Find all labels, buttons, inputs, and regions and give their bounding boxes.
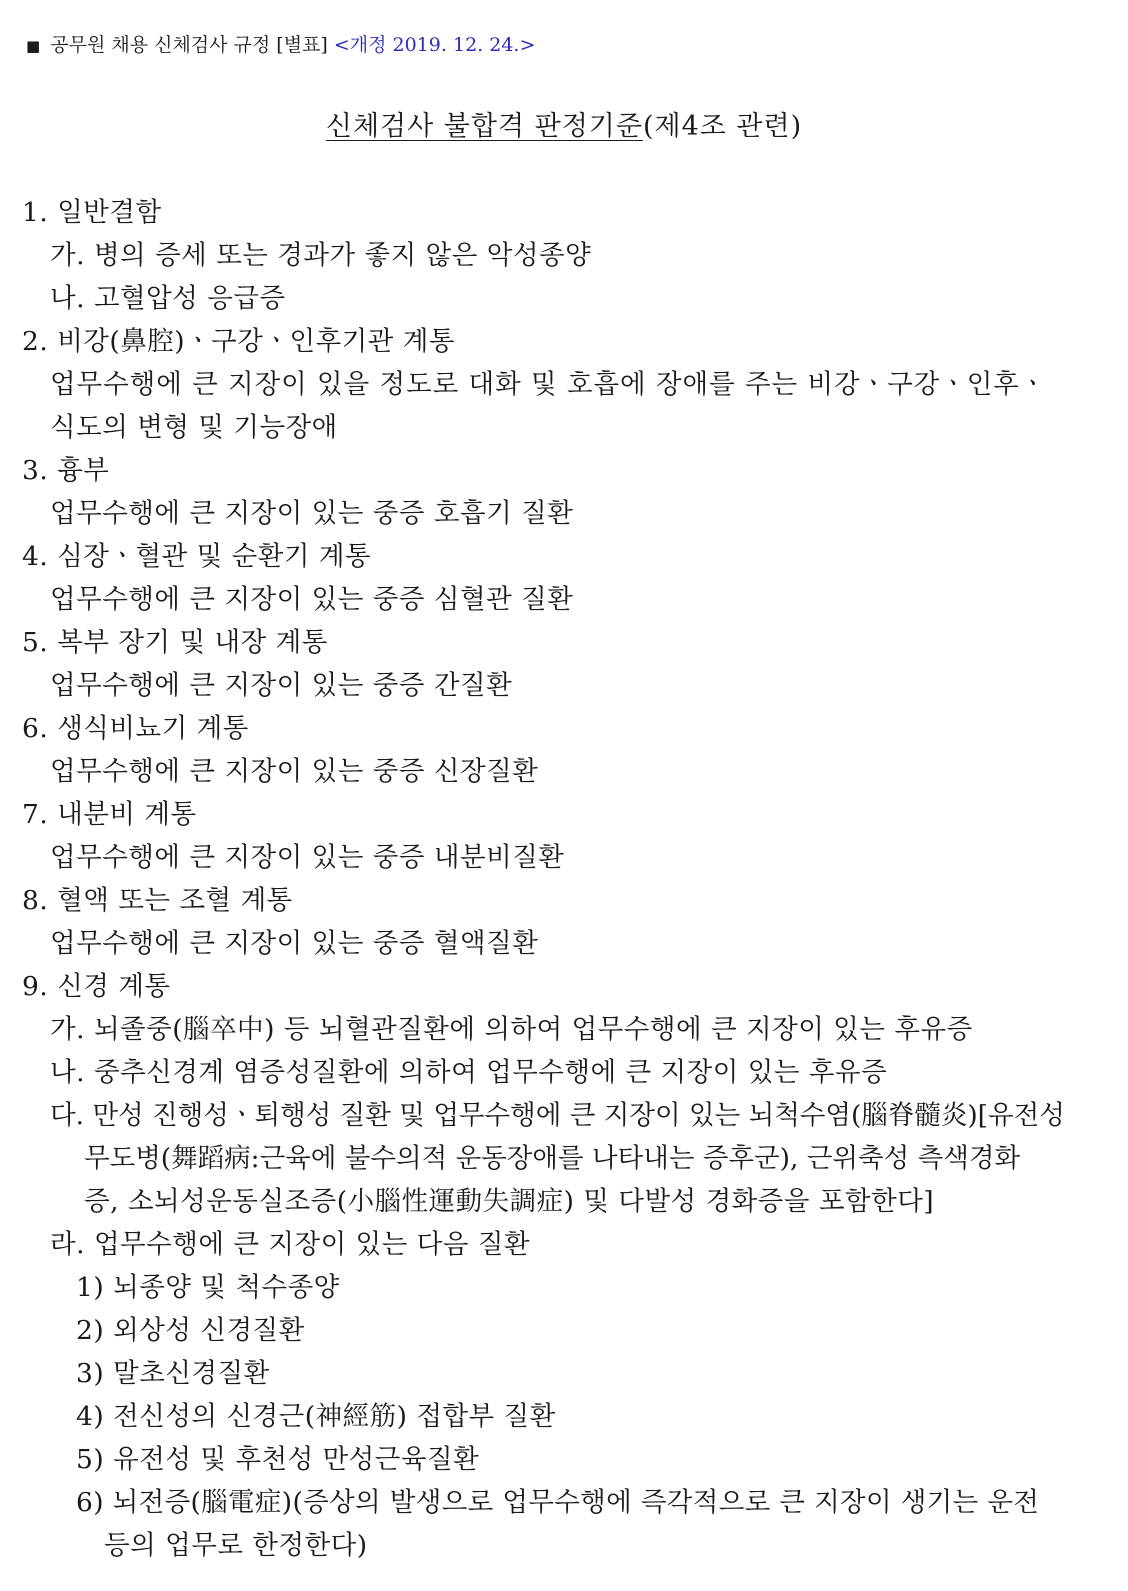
sub-list-item: 1) 뇌종양 및 척수종양 bbox=[76, 1272, 340, 1303]
sub-list-item: 6) 뇌전증(腦電症)(증상의 발생으로 업무수행에 즉각적으로 큰 지장이 생기는 운전 bbox=[76, 1487, 1040, 1518]
list-item-continued: 증, 소뇌성운동실조증(小腦性運動失調症) 및 다발성 경화증을 포함한다] bbox=[84, 1186, 935, 1217]
list-item: 나. 중추신경계 염증성질환에 의하여 업무수행에 큰 지장이 있는 후유증 bbox=[50, 1057, 888, 1088]
section-heading: 9. 신경 계통 bbox=[22, 971, 171, 1002]
list-item: 나. 고혈압성 응급증 bbox=[50, 283, 286, 314]
section-body: 업무수행에 큰 지장이 있는 중증 심혈관 질환 bbox=[50, 584, 574, 615]
section-body: 업무수행에 큰 지장이 있을 정도로 대화 및 호흡에 장애를 주는 비강ㆍ구강ㆍ인후ㆍ bbox=[50, 369, 1047, 400]
section-heading: 8. 혈액 또는 조혈 계통 bbox=[22, 885, 293, 916]
title-main: 신체검사 불합격 판정기준 bbox=[325, 111, 643, 142]
section-heading: 1. 일반결함 bbox=[22, 197, 162, 228]
section-heading: 5. 복부 장기 및 내장 계통 bbox=[22, 627, 328, 658]
sub-list-item: 5) 유전성 및 후천성 만성근육질환 bbox=[76, 1444, 480, 1475]
section-body: 업무수행에 큰 지장이 있는 중증 간질환 bbox=[50, 670, 513, 701]
regulation-label: 공무원 채용 신체검사 규정 [별표] bbox=[50, 34, 328, 56]
page-title bbox=[0, 104, 1128, 143]
section-heading: 2. 비강(鼻腔)ㆍ구강ㆍ인후기관 계통 bbox=[22, 326, 455, 357]
list-item: 가. 뇌졸중(腦卒中) 등 뇌혈관질환에 의하여 업무수행에 큰 지장이 있는 후유증 bbox=[50, 1014, 973, 1045]
section-body: 업무수행에 큰 지장이 있는 중증 혈액질환 bbox=[50, 928, 539, 959]
section-heading: 4. 심장ㆍ혈관 및 순환기 계통 bbox=[22, 541, 372, 572]
section-heading: 3. 흉부 bbox=[22, 455, 110, 486]
section-body: 업무수행에 큰 지장이 있는 중증 호흡기 질환 bbox=[50, 498, 574, 529]
section-heading: 6. 생식비뇨기 계통 bbox=[22, 713, 249, 744]
square-bullet-icon: ■ bbox=[26, 37, 41, 55]
section-body: 업무수행에 큰 지장이 있는 중증 신장질환 bbox=[50, 756, 539, 787]
list-item: 다. 만성 진행성ㆍ퇴행성 질환 및 업무수행에 큰 지장이 있는 뇌척수염(腦脊髓炎)[유전성 bbox=[50, 1100, 1065, 1131]
revision-date: <개정 2019. 12. 24.> bbox=[333, 34, 536, 56]
list-item: 가. 병의 증세 또는 경과가 좋지 않은 악성종양 bbox=[50, 240, 592, 271]
sub-list-item: 2) 외상성 신경질환 bbox=[76, 1315, 305, 1346]
list-item-continued: 무도병(舞蹈病:근육에 불수의적 운동장애를 나타내는 증후군), 근위축성 측색경화 bbox=[84, 1143, 1021, 1174]
section-heading: 7. 내분비 계통 bbox=[22, 799, 197, 830]
list-item: 라. 업무수행에 큰 지장이 있는 다음 질환 bbox=[50, 1229, 531, 1260]
sub-list-item: 4) 전신성의 신경근(神經筋) 접합부 질환 bbox=[76, 1401, 556, 1432]
section-body: 식도의 변형 및 기능장애 bbox=[50, 412, 338, 443]
sub-list-item: 3) 말초신경질환 bbox=[76, 1358, 270, 1389]
title-suffix: (제4조 관련) bbox=[642, 111, 803, 142]
document-header bbox=[26, 30, 535, 57]
sub-list-item-continued: 등의 업무로 한정한다) bbox=[104, 1530, 368, 1561]
section-body: 업무수행에 큰 지장이 있는 중증 내분비질환 bbox=[50, 842, 565, 873]
